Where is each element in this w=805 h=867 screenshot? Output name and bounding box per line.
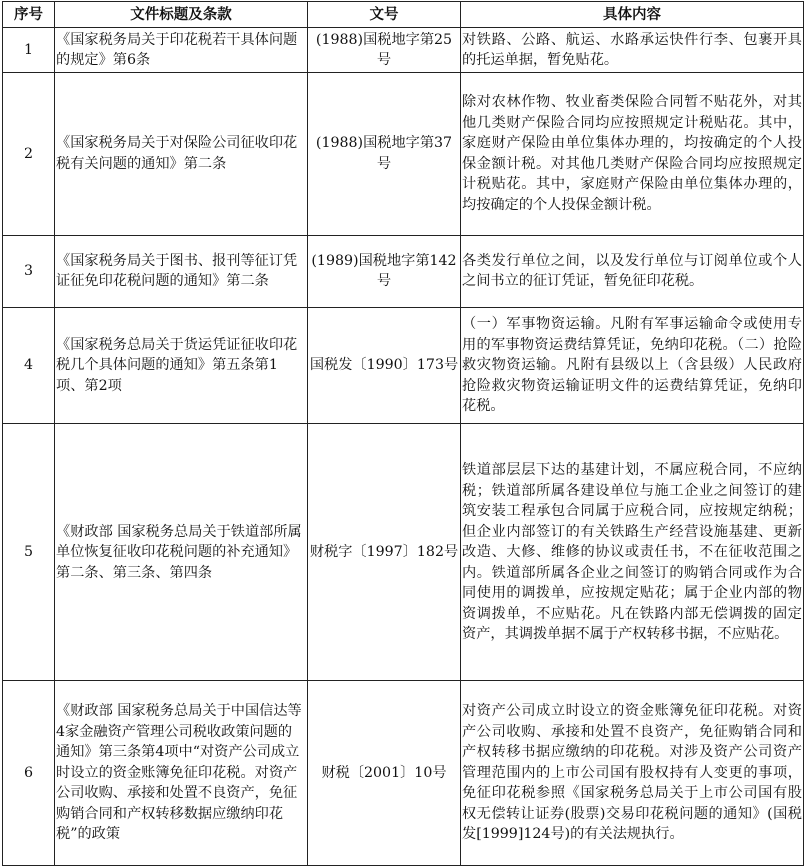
document-title: 《国家税务局关于对保险公司征收印花税有关问题的通知》第二条	[55, 73, 308, 236]
document-number: (1988)国税地字第25号	[308, 28, 461, 73]
tax-exemption-table	[2, 1, 804, 866]
header-title: 文件标题及条款	[55, 2, 308, 28]
header-no: 序号	[3, 2, 55, 28]
table-row	[3, 235, 804, 307]
table-row	[3, 424, 804, 681]
content-cell: （一）军事物资运输。凡附有军事运输命令或使用专用的军事物资运费结算凭证，免纳印花税。（二）抢险救灾物资运输。凡附有县级以上（含县级）人民政府抢险救灾物资运输证明文件的运费结算凭证，免纳印花税。	[461, 307, 804, 423]
document-number: 财税〔2001〕10号	[308, 681, 461, 866]
table-row	[3, 73, 804, 236]
document-number: (1989)国税地字第142号	[308, 235, 461, 307]
document-title: 《财政部 国家税务总局关于铁道部所属单位恢复征收印花税问题的补充通知》第二条、第三条、第四条	[55, 424, 308, 681]
document-title: 《国家税务总局关于货运凭证征收印花税几个具体问题的通知》第五条第1项、第2项	[55, 307, 308, 423]
row-number: 4	[3, 307, 55, 423]
document-number: (1988)国税地字第37号	[308, 73, 461, 236]
document-number: 国税发〔1990〕173号	[308, 307, 461, 423]
header-docno: 文号	[308, 2, 461, 28]
table-row	[3, 28, 804, 73]
content-cell: 对铁路、公路、航运、水路承运快件行李、包裹开具的托运单据，暂免贴花。	[461, 28, 804, 73]
content-cell: 除对农林作物、牧业畜类保险合同暂不贴花外，对其他几类财产保险合同均应按照规定计税贴花。其中，家庭财产保险由单位集体办理的，均按确定的个人投保金额计税。对其他几类财产保险合同均应按照规定计税贴花。其中，家庭财产保险由单位集体办理的，均按确定的个人投保金额计税。	[461, 73, 804, 236]
document-title: 《国家税务局关于印花税若干具体问题的规定》第6条	[55, 28, 308, 73]
row-number: 6	[3, 681, 55, 866]
document-number: 财税字〔1997〕182号	[308, 424, 461, 681]
header-content: 具体内容	[461, 2, 804, 28]
row-number: 2	[3, 73, 55, 236]
content-cell: 对资产公司成立时设立的资金账簿免征印花税。对资产公司收购、承接和处置不良资产，免征购销合同和产权转移书据应缴纳的印花税。对涉及资产公司资产管理范围内的上市公司国有股权持有人变更的事项，免征印花税参照《国家税务总局关于上市公司国有股权无偿转让证券(股票)交易印花税问题的通知》(国税发[1999]124号)的有关法规执行。	[461, 681, 804, 866]
row-number: 5	[3, 424, 55, 681]
table-row	[3, 307, 804, 423]
content-cell: 各类发行单位之间，以及发行单位与订阅单位或个人之间书立的征订凭证，暂免征印花税。	[461, 235, 804, 307]
header-row	[3, 2, 804, 28]
document-title: 《财政部 国家税务总局关于中国信达等4家金融资产管理公司税收政策问题的通知》第三条第4项中“对资产公司成立时设立的资金账簿免征印花税。对资产公司收购、承接和处置不良资产，免征购销合同和产权转移数据应缴纳印花税”的政策	[55, 681, 308, 866]
row-number: 3	[3, 235, 55, 307]
content-cell: 铁道部层层下达的基建计划，不属应税合同，不应纳税；铁道部所属各建设单位与施工企业之间签订的建筑安装工程承包合同属于应税合同，应按规定纳税；但企业内部签订的有关铁路生产经营设施基建、更新改造、大修、维修的协议或责任书，不在征收范围之内。铁道部所属各企业之间签订的购销合同或作为合同使用的调拨单，应按规定贴花；属于企业内部的物资调拨单，不应贴花。凡在铁路内部无偿调拨的固定资产，其调拨单据不属于产权转移书据，不应贴花。	[461, 424, 804, 681]
row-number: 1	[3, 28, 55, 73]
table-row	[3, 681, 804, 866]
document-title: 《国家税务局关于图书、报刊等征订凭证征免印花税问题的通知》第二条	[55, 235, 308, 307]
